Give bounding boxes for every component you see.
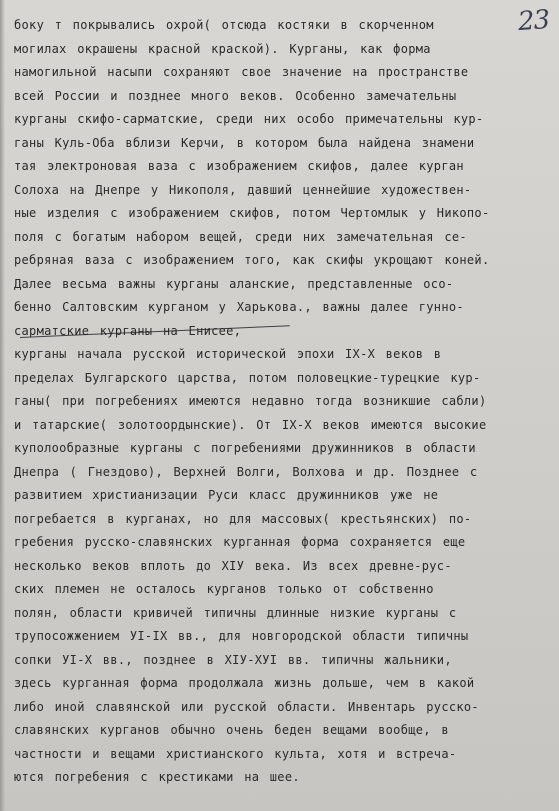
text-line: погребается в курганах, но для массовых( крестьянских) по- [14,511,472,526]
text-line: намогильной насыпи сохраняют свое значение на пространстве [14,65,469,79]
page-edge-shadow [0,0,5,811]
typed-text-body [14,14,549,790]
text-line: бенно Салтовским курганом у Харькова., важны далее гунно- [14,300,464,314]
text-line: славянских курганов обычно очень беден вещами вообще, в [14,723,449,737]
text-line: и татарские( золотоордынские). От IX-X веков имеются высокие [14,417,487,432]
text-line: Солоха на Днепре у Никополя, давший ценнейшие художествен- [14,182,472,197]
text-line: ребряная ваза с изображением того, как скифы укрощают коней. [14,253,490,267]
page-number: 23 [516,4,551,38]
text-line: развитием христианизации Руси класс дружинников уже не [14,488,439,502]
text-line: ских племен не осталось курганов только от собственно [14,582,434,596]
text-line: всей России и позднее много веков. Особенно замечательны [14,88,457,103]
text-line: куполообразные курганы с погребениями дружинников в области [14,441,476,455]
text-line: Днепра ( Гнездово), Верхней Волги, Волхова и др. Позднее с [14,464,478,479]
text-line: полян, области кривичей типичны длинные низкие курганы с [14,605,457,620]
text-line: пределах Булгарского царства, потом половецкие-турецкие кур- [14,370,481,385]
text-line: несколько веков вплоть до XIУ века. Из всех древне-рус- [14,558,452,573]
text-line: ные изделия с изображением скифов, потом Чертомлык у Никопо- [14,206,490,220]
text-line: могилах окрашены красной краской). Курганы, как форма [14,41,431,56]
text-line: либо иной славянской или русской области. Инвентарь русско- [14,699,479,714]
text-line: ются погребения с крестиками на шее. [14,770,300,784]
text-line: курганы начала русской исторической эпохи IX-X веков в [14,347,442,361]
text-line: частности и вещами христианского культа, хотя и встреча- [14,746,457,761]
text-line: трупосожжением УI-IX вв., для новгородской области типичны [14,629,469,643]
text-line: боку т покрывались охрой( отсюда костяки в скорченном [14,18,434,32]
text-line: гребения русско-славянских курганная форма сохраняется еще [14,535,466,549]
text-line: курганы скифо-сарматские, среди них особо примечательны кур- [14,112,484,126]
text-line: ганы( при погребениях имеются недавно тогда возникшие сабли) [14,394,487,408]
text-line: ганы Куль-Оба вблизи Керчи, в котором была найдена знамени [14,135,475,150]
text-line: поля с богатым набором вещей, среди них замечательная се- [14,229,467,244]
text-line: здесь курганная форма продолжала жизнь дольше, чем в какой [14,676,475,690]
text-line: сарматские курганы на Енисее, [14,323,242,338]
text-line: тая электроновая ваза с изображением скифов, далее курган [14,159,464,173]
text-line: сопки УI-X вв., позднее в XIУ-XУI вв. типичны жальники, [14,652,452,667]
text-line: Далее весьма важны курганы аланские, представленные осо- [14,276,454,291]
